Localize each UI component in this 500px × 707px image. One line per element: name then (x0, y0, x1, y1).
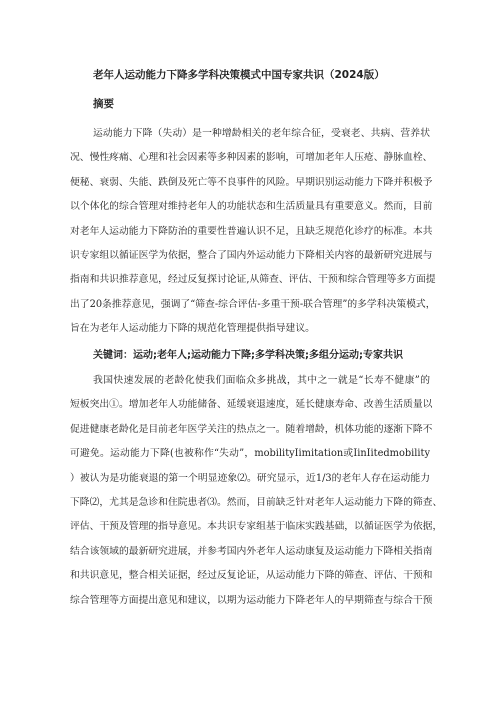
abstract-heading: 摘要 (93, 98, 114, 110)
abstract-line: 指南和共识推荐意见，经过反复探讨论证,从筛查、评估、干预和综合管理等多方面提 (70, 274, 436, 286)
intro-line: ）被认为是功能衰退的第一个明显迹象⑵。研究显示，近1/3的老年人存在运动能力 (70, 472, 430, 484)
intro-paragraph (70, 369, 443, 613)
intro-line: 下降⑵，尤其是急诊和住院患者⑶。然而，目前缺乏针对老年人运动能力下降的筛查、 (70, 496, 443, 508)
abstract-paragraph (70, 122, 436, 342)
abstract-line: 便秘、衰弱、失能、跌倒及死亡等不良事件的风险。早期识别运动能力下降并积极予 (70, 176, 433, 188)
intro-line: 可避免。运动能力下降(也被称作“失动”，mobilityIimitation或IinIitedmobility (70, 448, 430, 460)
abstract-line: 出了20条推荐意见，强调了“筛查-综合评估-多重干预-联合管理”的多学科决策模式， (70, 298, 436, 310)
abstract-line: 旨在为老年人运动能力下降的规范化管理提供指导建议。 (70, 323, 315, 335)
intro-line: 综合管理等方面提出意见和建议，以期为运动能力下降老年人的早期筛查与综合干预 (70, 594, 433, 606)
document-title: 老年人运动能力下降多学科决策模式中国专家共识（2024版） (93, 69, 385, 81)
abstract-line: 识专家组以循证医学为依据，整合了国内外运动能力下降相关内容的最新研究进展与 (70, 249, 433, 261)
intro-line: 结合该领域的最新研究进展，并参考国内外老年人运动康复及运动能力下降相关指南 (70, 545, 433, 557)
intro-line: 评估、干预及管理的指导意见。本共识专家组基于临床实践基础，以循证医学为依据， (70, 521, 443, 533)
intro-line: 短板突出①。增加老年人功能储备、延缓衰退速度，延长健康寿命、改善生活质量以 (70, 399, 433, 411)
keywords: 关键词：运动;老年人;运动能力下降;多学科决策;多组分运动;专家共识 (93, 350, 403, 361)
abstract-line: 况、慢性疼痛、心理和社会因素等多种因素的影响，可增加老年人压疮、静脉血栓、 (70, 152, 433, 164)
abstract-line: 运动能力下降（失动）是一种增龄相关的老年综合征，受衰老、共病、营养状 (93, 128, 430, 139)
intro-line: 和共识意见，整合相关证据，经过反复论证，从运动能力下降的筛查、评估、干预和 (70, 570, 433, 582)
abstract-line: 以个体化的综合管理对维持老年人的功能状态和生活质量具有重要意义。然而，目前 (70, 201, 433, 213)
intro-line: 促进健康老龄化是目前老年医学关注的热点之一。随着增龄，机体功能的逐渐下降不 (70, 423, 433, 435)
intro-line: 我国快速发展的老龄化使我们面临众多挑战，其中之一就是“长寿不健康”的 (93, 375, 430, 386)
abstract-line: 对老年人运动能力下降防治的重要性普遍认识不足，且缺乏规范化诊疗的标准。本共 (70, 225, 433, 237)
